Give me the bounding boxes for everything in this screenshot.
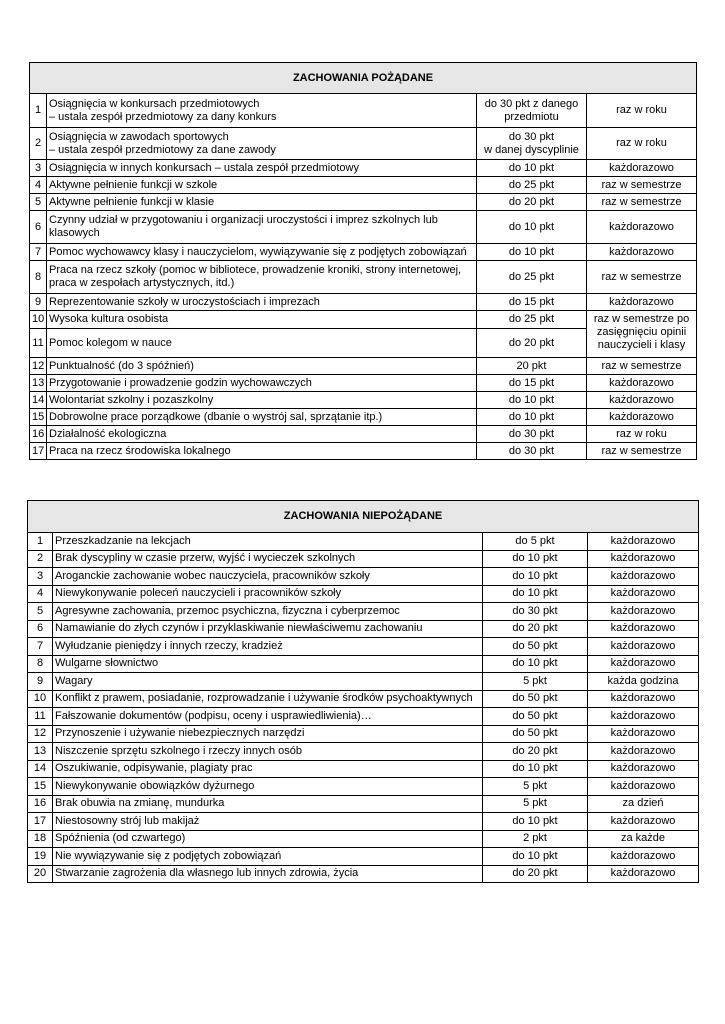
frequency-line: raz w semestrze (601, 178, 682, 191)
points-value (477, 409, 587, 426)
table-row (30, 261, 697, 294)
frequency-line: każdorazowo (609, 220, 674, 233)
points-line: do 15 pkt (508, 295, 555, 308)
table-row (30, 358, 697, 375)
description-line: Osiągnięcia w zawodach sportowych (49, 130, 229, 143)
table-row (28, 568, 699, 586)
behavior-description (47, 94, 477, 128)
points-line: do 10 pkt (508, 393, 555, 406)
points-value: do 20 pkt (483, 743, 588, 761)
points-value: 5 pkt (483, 778, 588, 796)
behavior-description: Wulgarne słownictwo (53, 655, 483, 673)
table-row (30, 194, 697, 211)
row-number: 15 (28, 778, 53, 796)
description-line: Wolontariat szkolny i pozaszkolny (49, 393, 214, 406)
frequency-value (587, 211, 697, 244)
points-value: do 20 pkt (483, 865, 588, 883)
points-line: przedmiotu (504, 110, 559, 123)
behavior-description: Oszukiwanie, odpisywanie, plagiaty prac (53, 760, 483, 778)
points-line: w danej dyscyplinie (484, 143, 579, 156)
frequency-value (587, 358, 697, 375)
description-line: Praca na rzecz środowiska lokalnego (49, 444, 231, 457)
frequency-value (587, 409, 697, 426)
frequency-value: każdorazowo (588, 690, 699, 708)
table-row (28, 585, 699, 603)
description-line: Reprezentowanie szkoły w uroczystościach i imprezach (49, 295, 320, 308)
points-value: do 10 pkt (483, 760, 588, 778)
row-number: 11 (28, 708, 53, 726)
frequency-value: każdorazowo (588, 655, 699, 673)
behavior-description (47, 194, 477, 211)
behavior-description: Nie wywiązywanie się z podjętych zobowiązań (53, 848, 483, 866)
desired-behaviors-table (29, 62, 697, 460)
description-line: Pomoc kolegom w nauce (49, 336, 172, 349)
frequency-value (587, 261, 697, 294)
behavior-description: Fałszowanie dokumentów (podpisu, oceny i usprawiedliwienia)… (53, 708, 483, 726)
row-number: 6 (28, 620, 53, 638)
frequency-value: każdorazowo (588, 778, 699, 796)
behavior-description (47, 261, 477, 294)
points-value (477, 294, 587, 311)
description-line: praca w zespołach artystycznych, itd.) (49, 277, 235, 289)
description-line: – ustala zespół przedmiotowy za dany konkurs (49, 110, 277, 123)
points-value (477, 211, 587, 244)
points-value: 5 pkt (483, 673, 588, 691)
row-number: 12 (30, 358, 47, 375)
points-line: do 25 pkt (508, 178, 555, 191)
row-number: 7 (28, 638, 53, 656)
row-number: 9 (28, 673, 53, 691)
behavior-description (47, 409, 477, 426)
row-number: 15 (30, 409, 47, 426)
frequency-line: każdorazowo (609, 410, 674, 423)
behavior-description: Brak obuwia na zmianę, mundurka (53, 795, 483, 813)
behavior-description (47, 294, 477, 311)
points-value (477, 94, 587, 128)
row-number: 5 (28, 603, 53, 621)
table-row (28, 673, 699, 691)
description-line: Osiągnięcia w innych konkursach – ustala zespół przedmiotowy (49, 161, 359, 174)
points-value (477, 375, 587, 392)
points-value: 5 pkt (483, 795, 588, 813)
points-value (477, 177, 587, 194)
points-value: do 10 pkt (483, 585, 588, 603)
behavior-description: Przeszkadzanie na lekcjach (53, 533, 483, 551)
behavior-description: Przynoszenie i używanie niebezpiecznych narzędzi (53, 725, 483, 743)
frequency-value: każdorazowo (588, 638, 699, 656)
description-line: Osiągnięcia w konkursach przedmiotowych (49, 97, 260, 110)
table-row (28, 533, 699, 551)
behavior-description (47, 375, 477, 392)
table-row (30, 409, 697, 426)
points-value (477, 358, 587, 375)
frequency-line: każdorazowo (609, 376, 674, 389)
frequency-value (587, 94, 697, 128)
points-line: do 25 pkt (508, 270, 555, 283)
points-line: do 15 pkt (508, 376, 555, 389)
behavior-description: Spóźnienia (od czwartego) (53, 830, 483, 848)
row-number: 19 (28, 848, 53, 866)
frequency-value: każdorazowo (588, 708, 699, 726)
behavior-description (47, 443, 477, 460)
behavior-description (47, 426, 477, 443)
description-line: – ustala zespół przedmiotowy za dane zawody (49, 143, 276, 156)
table-row (28, 830, 699, 848)
points-line: do 25 pkt (508, 313, 555, 325)
points-value: do 10 pkt (483, 550, 588, 568)
table-row (30, 311, 697, 329)
behavior-description: Agresywne zachowania, przemoc psychiczna, fizyczna i cyberprzemoc (53, 603, 483, 621)
points-value: do 5 pkt (483, 533, 588, 551)
points-value: do 10 pkt (483, 813, 588, 831)
table-row (30, 94, 697, 128)
frequency-value (587, 160, 697, 177)
points-line: do 20 pkt (508, 195, 555, 208)
row-number: 10 (30, 311, 47, 329)
desired-table-title: ZACHOWANIA POŻĄDANE (30, 63, 697, 94)
frequency-line: raz w semestrze (601, 444, 682, 457)
points-line: do 30 pkt (508, 427, 555, 440)
behavior-description (47, 358, 477, 375)
frequency-line: każdorazowo (609, 295, 674, 308)
frequency-value: każdorazowo (588, 813, 699, 831)
description-line: Działalność ekologiczna (49, 427, 167, 440)
frequency-value (587, 443, 697, 460)
table-row (30, 426, 697, 443)
description-line: Aktywne pełnienie funkcji w klasie (49, 195, 215, 208)
points-line: do 10 pkt (508, 245, 555, 258)
behavior-description: Aroganckie zachowanie wobec nauczyciela, pracowników szkoły (53, 568, 483, 586)
frequency-value (587, 244, 697, 261)
description-line: Przygotowanie i prowadzenie godzin wychowawczych (49, 376, 312, 389)
behavior-description: Wagary (53, 673, 483, 691)
table-row (30, 375, 697, 392)
frequency-line: zasięgnięciu opinii (596, 326, 687, 338)
points-value (477, 329, 587, 358)
row-number: 7 (30, 244, 47, 261)
frequency-line: raz w roku (616, 104, 667, 116)
frequency-value: każdorazowo (588, 760, 699, 778)
points-value: do 20 pkt (483, 620, 588, 638)
points-line: do 30 pkt (508, 130, 555, 143)
row-number: 16 (28, 795, 53, 813)
behavior-description: Niszczenie sprzętu szkolnego i rzeczy innych osób (53, 743, 483, 761)
row-number: 13 (30, 375, 47, 392)
behavior-description (47, 211, 477, 244)
table-row (28, 725, 699, 743)
points-value: do 50 pkt (483, 708, 588, 726)
points-value (477, 311, 587, 329)
frequency-value: każda godzina (588, 673, 699, 691)
frequency-value (587, 294, 697, 311)
table-row (28, 848, 699, 866)
frequency-value (587, 426, 697, 443)
description-line: Aktywne pełnienie funkcji w szkole (49, 178, 218, 191)
table-row (28, 620, 699, 638)
frequency-value: każdorazowo (588, 620, 699, 638)
points-line: 20 pkt (516, 359, 547, 372)
points-value (477, 128, 587, 160)
frequency-line: każdorazowo (609, 393, 674, 406)
row-number: 13 (28, 743, 53, 761)
description-line: klasowych (49, 227, 100, 239)
behavior-description: Niewykonywanie obowiązków dyżurnego (53, 778, 483, 796)
points-value (477, 392, 587, 409)
row-number: 20 (28, 865, 53, 883)
description-line: Wysoka kultura osobista (49, 313, 169, 325)
table-row (28, 655, 699, 673)
row-number: 4 (30, 177, 47, 194)
row-number: 12 (28, 725, 53, 743)
row-number: 6 (30, 211, 47, 244)
frequency-line: raz w semestrze (601, 195, 682, 208)
table-row (30, 211, 697, 244)
behavior-description (47, 311, 477, 329)
row-number: 8 (30, 261, 47, 294)
frequency-value: każdorazowo (588, 725, 699, 743)
frequency-value: każdorazowo (588, 848, 699, 866)
row-number: 1 (28, 533, 53, 551)
frequency-value: każdorazowo (588, 865, 699, 883)
frequency-value (587, 375, 697, 392)
behavior-description (47, 244, 477, 261)
frequency-value: za każde (588, 830, 699, 848)
frequency-value (587, 311, 697, 358)
points-value: do 50 pkt (483, 638, 588, 656)
frequency-line: raz w semestrze po (593, 313, 690, 325)
frequency-value: każdorazowo (588, 585, 699, 603)
points-line: do 30 pkt z danego (484, 97, 579, 110)
points-value (477, 443, 587, 460)
frequency-value (587, 128, 697, 160)
frequency-value: każdorazowo (588, 743, 699, 761)
table-row (30, 443, 697, 460)
row-number: 5 (30, 194, 47, 211)
behavior-description: Konflikt z prawem, posiadanie, rozprowadzanie i używanie środków psychoaktywnych (53, 690, 483, 708)
behavior-description (47, 177, 477, 194)
table-row (28, 813, 699, 831)
row-number: 9 (30, 294, 47, 311)
frequency-value: każdorazowo (588, 550, 699, 568)
points-value: do 50 pkt (483, 690, 588, 708)
table-row (30, 294, 697, 311)
row-number: 10 (28, 690, 53, 708)
frequency-line: raz w semestrze (601, 359, 682, 372)
table-row (28, 603, 699, 621)
points-line: do 20 pkt (508, 336, 555, 349)
description-line: Praca na rzecz szkoły (pomoc w bibliotece, prowadzenie kroniki, strony internetowej, (49, 264, 462, 276)
frequency-line: każdorazowo (609, 161, 674, 174)
description-line: Dobrowolne prace porządkowe (dbanie o wystrój sal, sprzątanie itp.) (49, 410, 383, 423)
row-number: 2 (30, 128, 47, 160)
frequency-line: raz w roku (616, 427, 667, 440)
table-row (28, 865, 699, 883)
undesired-behaviors-table (27, 500, 699, 883)
row-number: 2 (28, 550, 53, 568)
points-value: do 10 pkt (483, 655, 588, 673)
behavior-description: Stwarzanie zagrożenia dla własnego lub innych zdrowia, życia (53, 865, 483, 883)
row-number: 18 (28, 830, 53, 848)
behavior-description: Niestosowny strój lub makijaż (53, 813, 483, 831)
behavior-description: Niewykonywanie poleceń nauczycieli i pracowników szkoły (53, 585, 483, 603)
table-row (28, 690, 699, 708)
points-value (477, 194, 587, 211)
frequency-value: za dzień (588, 795, 699, 813)
points-value: do 10 pkt (483, 848, 588, 866)
frequency-value: każdorazowo (588, 533, 699, 551)
description-line: Punktualność (do 3 spóźnień) (49, 359, 194, 372)
frequency-line: raz w roku (616, 137, 667, 149)
points-line: do 10 pkt (508, 410, 555, 423)
points-value (477, 160, 587, 177)
frequency-line: każdorazowo (609, 245, 674, 258)
table-row (28, 795, 699, 813)
table-row (30, 177, 697, 194)
row-number: 14 (30, 392, 47, 409)
behavior-description (47, 392, 477, 409)
row-number: 17 (30, 443, 47, 460)
row-number: 11 (30, 329, 47, 358)
behavior-description: Namawianie do złych czynów i przyklaskiwanie niewłaściwemu zachowaniu (53, 620, 483, 638)
table-row (30, 128, 697, 160)
description-line: Czynny udział w przygotowaniu i organizacji uroczystości i imprez szkolnych lub (49, 214, 438, 226)
undesired-table-title: ZACHOWANIA NIEPOŻĄDANE (28, 501, 699, 533)
row-number: 17 (28, 813, 53, 831)
table-row (28, 743, 699, 761)
table-row (28, 638, 699, 656)
frequency-value: każdorazowo (588, 603, 699, 621)
points-value: do 10 pkt (483, 568, 588, 586)
row-number: 14 (28, 760, 53, 778)
points-value: do 30 pkt (483, 603, 588, 621)
row-number: 16 (30, 426, 47, 443)
points-line: do 10 pkt (508, 161, 555, 174)
points-line: do 30 pkt (508, 444, 555, 457)
table-row (30, 160, 697, 177)
description-line: Pomoc wychowawcy klasy i nauczycielom, wywiązywanie się z podjętych zobowiązań (49, 245, 467, 258)
table-row (28, 778, 699, 796)
behavior-description (47, 160, 477, 177)
points-value: 2 pkt (483, 830, 588, 848)
frequency-value: każdorazowo (588, 568, 699, 586)
row-number: 3 (30, 160, 47, 177)
points-value (477, 261, 587, 294)
row-number: 8 (28, 655, 53, 673)
behavior-description (47, 329, 477, 358)
frequency-line: nauczycieli i klasy (597, 339, 686, 351)
behavior-description: Brak dyscypliny w czasie przerw, wyjść i wycieczek szkolnych (53, 550, 483, 568)
behavior-description (47, 128, 477, 160)
points-line: do 10 pkt (508, 220, 555, 233)
row-number: 3 (28, 568, 53, 586)
frequency-value (587, 177, 697, 194)
row-number: 4 (28, 585, 53, 603)
table-row (28, 708, 699, 726)
table-row (28, 760, 699, 778)
frequency-value (587, 392, 697, 409)
table-row (30, 392, 697, 409)
table-row (30, 244, 697, 261)
table-row (28, 550, 699, 568)
behavior-description: Wyłudzanie pieniędzy i innych rzeczy, kradzież (53, 638, 483, 656)
points-value (477, 426, 587, 443)
points-value: do 50 pkt (483, 725, 588, 743)
row-number: 1 (30, 94, 47, 128)
points-value (477, 244, 587, 261)
frequency-value (587, 194, 697, 211)
frequency-line: raz w semestrze (601, 270, 682, 283)
